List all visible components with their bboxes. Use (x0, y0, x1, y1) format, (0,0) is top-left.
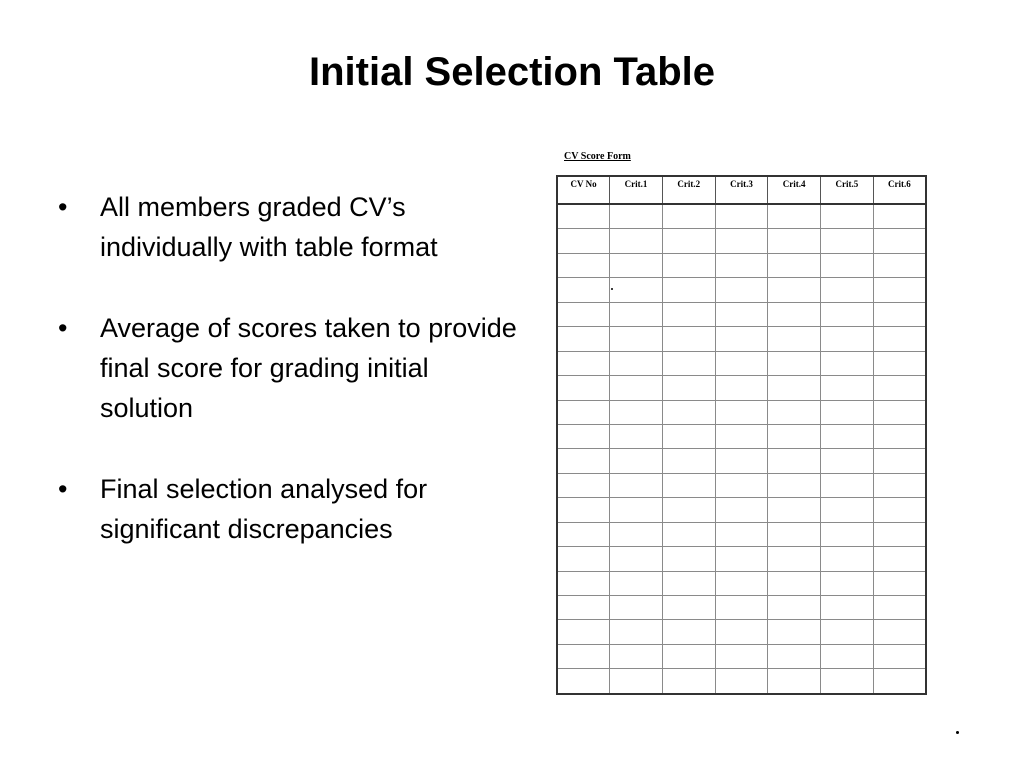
table-cell (610, 620, 663, 644)
table-cell (557, 351, 610, 375)
table-row (557, 620, 926, 644)
table-row (557, 522, 926, 546)
table-cell (715, 204, 768, 229)
table-cell (662, 669, 715, 694)
table-cell (873, 547, 926, 571)
table-cell (610, 253, 663, 277)
table-cell (821, 351, 874, 375)
form-title: CV Score Form (564, 151, 631, 162)
table-cell (873, 498, 926, 522)
table-cell (557, 400, 610, 424)
table-row (557, 596, 926, 620)
bullet-text: All members graded CV’s individually with table format (100, 192, 438, 262)
table-cell (662, 278, 715, 302)
table-cell (662, 571, 715, 595)
table-cell (715, 424, 768, 448)
table-cell (715, 351, 768, 375)
table-cell (873, 302, 926, 326)
table-cell (557, 424, 610, 448)
table-cell (821, 424, 874, 448)
table-cell (557, 376, 610, 400)
table-cell (662, 547, 715, 571)
bullet-marker-icon: • (58, 192, 68, 222)
table-cell (821, 498, 874, 522)
table-cell (873, 449, 926, 473)
table-row (557, 376, 926, 400)
table-cell (610, 204, 663, 229)
table-cell (821, 473, 874, 497)
column-header-crit-1: Crit.1 (610, 176, 663, 204)
table-cell (610, 571, 663, 595)
table-cell (662, 498, 715, 522)
table-cell (768, 278, 821, 302)
table-cell (610, 522, 663, 546)
table-cell (821, 204, 874, 229)
table-cell (821, 400, 874, 424)
table-cell (821, 449, 874, 473)
table-row (557, 424, 926, 448)
table-row (557, 278, 926, 302)
table-cell (768, 376, 821, 400)
score-table (556, 175, 927, 695)
table-cell (821, 547, 874, 571)
table-cell (821, 253, 874, 277)
cv-score-form (556, 150, 928, 698)
table-cell (873, 327, 926, 351)
table-cell (610, 424, 663, 448)
bullet-marker-icon: • (58, 474, 68, 504)
table-cell (557, 278, 610, 302)
table-cell (662, 424, 715, 448)
table-cell (715, 376, 768, 400)
table-cell (610, 473, 663, 497)
table-cell (715, 278, 768, 302)
table-cell (715, 669, 768, 694)
table-cell (873, 253, 926, 277)
scan-speck (611, 288, 613, 290)
table-cell (715, 473, 768, 497)
table-cell (610, 278, 663, 302)
table-row (557, 204, 926, 229)
table-cell (768, 253, 821, 277)
table-cell (821, 669, 874, 694)
table-cell (557, 498, 610, 522)
table-cell (873, 473, 926, 497)
table-cell (821, 571, 874, 595)
table-cell (662, 253, 715, 277)
table-cell (662, 522, 715, 546)
table-cell (610, 327, 663, 351)
table-cell (610, 547, 663, 571)
table-cell (768, 669, 821, 694)
table-cell (715, 522, 768, 546)
column-header-crit-5: Crit.5 (821, 176, 874, 204)
table-cell (610, 376, 663, 400)
table-cell (821, 596, 874, 620)
table-cell (873, 229, 926, 253)
table-cell (768, 571, 821, 595)
table-cell (662, 473, 715, 497)
table-cell (768, 620, 821, 644)
table-cell (662, 327, 715, 351)
table-cell (662, 596, 715, 620)
column-header-crit-6: Crit.6 (873, 176, 926, 204)
table-cell (768, 547, 821, 571)
table-cell (715, 498, 768, 522)
table-cell (557, 253, 610, 277)
table-cell (662, 229, 715, 253)
table-cell (557, 522, 610, 546)
table-row (557, 400, 926, 424)
table-cell (610, 596, 663, 620)
table-cell (821, 229, 874, 253)
table-cell (821, 302, 874, 326)
table-row (557, 498, 926, 522)
table-cell (557, 449, 610, 473)
table-cell (557, 547, 610, 571)
table-cell (873, 400, 926, 424)
table-cell (610, 229, 663, 253)
table-row (557, 253, 926, 277)
table-cell (557, 229, 610, 253)
table-cell (610, 644, 663, 668)
table-row (557, 229, 926, 253)
table-cell (557, 204, 610, 229)
column-header-crit-2: Crit.2 (662, 176, 715, 204)
table-cell (557, 571, 610, 595)
bullet-item (58, 187, 528, 267)
table-cell (768, 351, 821, 375)
table-cell (768, 522, 821, 546)
table-cell (715, 547, 768, 571)
table-cell (715, 644, 768, 668)
bullet-list (58, 187, 528, 590)
table-row (557, 473, 926, 497)
table-row (557, 669, 926, 694)
bullet-item (58, 469, 528, 549)
table-cell (873, 376, 926, 400)
table-cell (557, 644, 610, 668)
table-cell (768, 644, 821, 668)
table-cell (557, 327, 610, 351)
table-cell (873, 522, 926, 546)
column-header-crit-3: Crit.3 (715, 176, 768, 204)
table-cell (662, 620, 715, 644)
table-cell (662, 400, 715, 424)
table-row (557, 302, 926, 326)
table-row (557, 571, 926, 595)
table-cell (821, 620, 874, 644)
table-cell (715, 449, 768, 473)
table-cell (821, 522, 874, 546)
table-cell (768, 498, 821, 522)
table-cell (768, 424, 821, 448)
table-cell (821, 376, 874, 400)
table-row (557, 644, 926, 668)
slide-title: Initial Selection Table (308, 50, 715, 94)
table-body (557, 204, 926, 694)
table-row (557, 547, 926, 571)
table-cell (610, 351, 663, 375)
table-cell (873, 669, 926, 694)
table-cell (873, 204, 926, 229)
table-cell (821, 327, 874, 351)
table-cell (873, 644, 926, 668)
table-cell (610, 302, 663, 326)
table-cell (768, 302, 821, 326)
table-cell (715, 253, 768, 277)
table-cell (873, 424, 926, 448)
bullet-text: Average of scores taken to provide final score for grading initial solution (100, 313, 517, 423)
table-cell (768, 229, 821, 253)
table-cell (557, 596, 610, 620)
table-cell (715, 620, 768, 644)
table-cell (715, 400, 768, 424)
table-cell (610, 449, 663, 473)
bullet-marker-icon: • (58, 313, 68, 343)
table-cell (662, 449, 715, 473)
table-cell (610, 400, 663, 424)
column-header-crit-4: Crit.4 (768, 176, 821, 204)
table-cell (662, 351, 715, 375)
table-cell (715, 327, 768, 351)
table-cell (662, 376, 715, 400)
table-cell (610, 669, 663, 694)
table-cell (873, 351, 926, 375)
scan-speck (956, 731, 959, 734)
table-cell (557, 302, 610, 326)
table-cell (768, 327, 821, 351)
table-cell (557, 669, 610, 694)
table-cell (821, 278, 874, 302)
table-cell (715, 302, 768, 326)
table-cell (557, 473, 610, 497)
table-cell (662, 644, 715, 668)
table-cell (715, 596, 768, 620)
table-row (557, 327, 926, 351)
table-cell (662, 204, 715, 229)
column-header-cv-no: CV No (557, 176, 610, 204)
table-cell (873, 278, 926, 302)
table-cell (715, 571, 768, 595)
table-cell (768, 400, 821, 424)
table-cell (662, 302, 715, 326)
table-cell (821, 644, 874, 668)
table-cell (768, 449, 821, 473)
bullet-item (58, 308, 528, 428)
table-cell (873, 620, 926, 644)
table-cell (873, 596, 926, 620)
table-cell (768, 596, 821, 620)
table-cell (768, 473, 821, 497)
table-cell (873, 571, 926, 595)
bullet-text: Final selection analysed for significant discrepancies (100, 474, 428, 544)
table-cell (715, 229, 768, 253)
table-row (557, 351, 926, 375)
table-row (557, 449, 926, 473)
table-header-row (557, 176, 926, 204)
table-cell (557, 620, 610, 644)
table-cell (610, 498, 663, 522)
table-cell (768, 204, 821, 229)
